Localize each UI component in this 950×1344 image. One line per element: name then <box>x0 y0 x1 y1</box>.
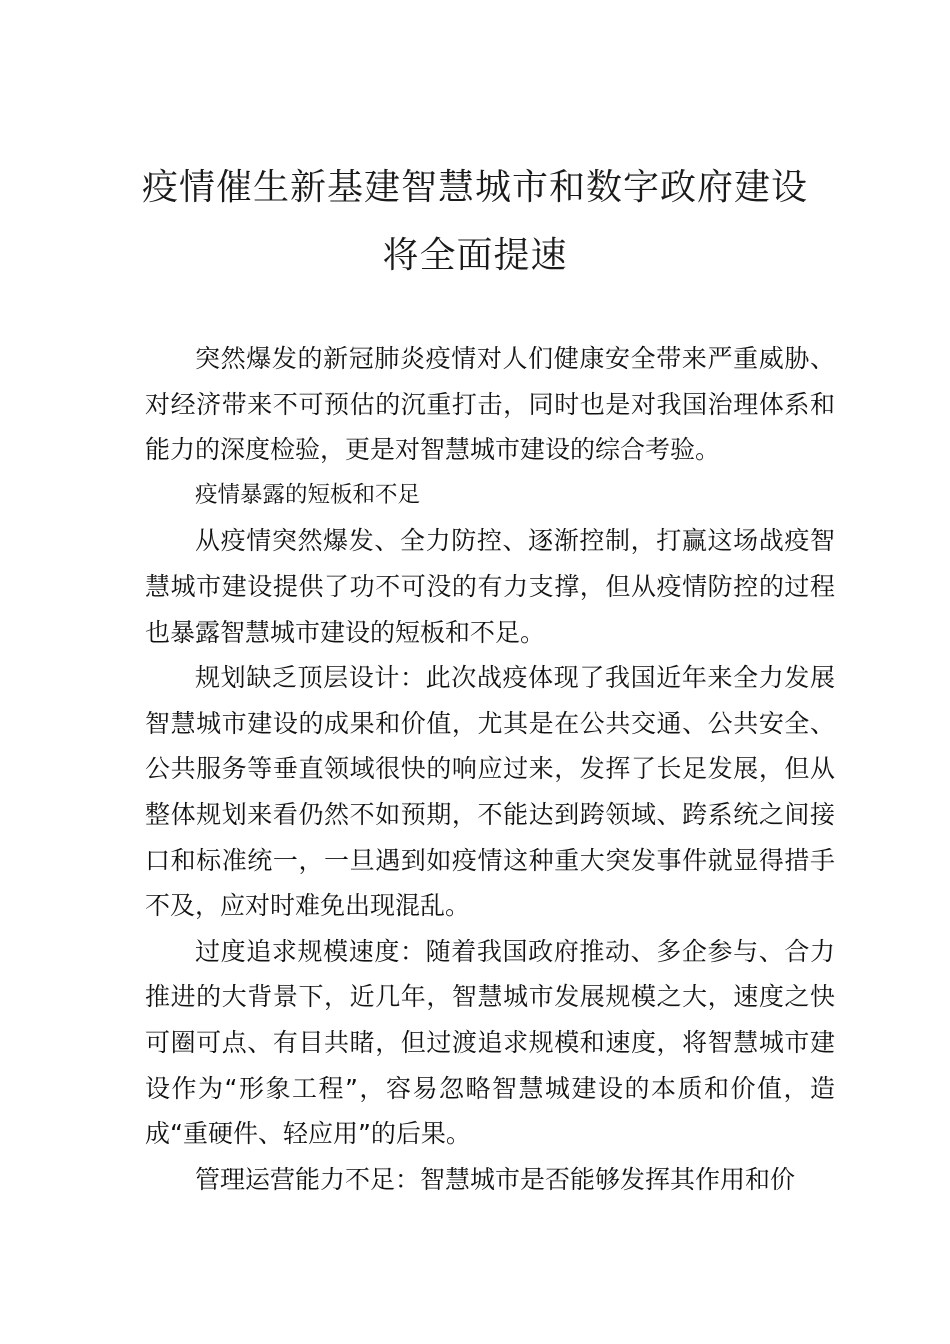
paragraph-planning: 规划缺乏顶层设计：此次战疫体现了我国近年来全力发展智慧城市建设的成果和价值，尤其是在公共交通、公共安全、公共服务等垂直领域很快的响应过来，发挥了长足发展，但从整体规划来看仍然不如预期，不能达到跨领域、跨系统之间接口和标准统一，一旦遇到如疫情这种重大突发事件就显得措手不及，应对时难免出现混乱。 <box>145 663 835 921</box>
paragraph-overview: 从疫情突然爆发、全力防控、逐渐控制，打赢这场战疫智慧城市建设提供了功不可没的有力支撑，但从疫情防控的过程也暴露智慧城市建设的短板和不足。 <box>145 526 835 647</box>
paragraph-scale-speed: 过度追求规模速度：随着我国政府推动、多企参与、合力推进的大背景下，近几年，智慧城市发展规模之大，速度之快可圈可点、有目共睹，但过渡追求规模和速度，将智慧城市建设作为“形象工程”，容易忽略智慧城建设的本质和价值，造成“重硬件、轻应用”的后果。 <box>145 936 835 1149</box>
document-title-line-1: 疫情催生新基建智慧城市和数字政府建设 <box>141 167 808 208</box>
document-title-line-2: 将全面提速 <box>382 235 568 276</box>
document-body <box>145 336 835 1202</box>
paragraph-intro: 突然爆发的新冠肺炎疫情对人们健康安全带来严重威胁、对经济带来不可预估的沉重打击，同时也是对我国治理体系和能力的深度检验，更是对智慧城市建设的综合考验。 <box>145 344 835 465</box>
paragraph-operations: 管理运营能力不足：智慧城市是否能够发挥其作用和价 <box>195 1164 796 1194</box>
section-heading: 疫情暴露的短板和不足 <box>195 481 421 508</box>
